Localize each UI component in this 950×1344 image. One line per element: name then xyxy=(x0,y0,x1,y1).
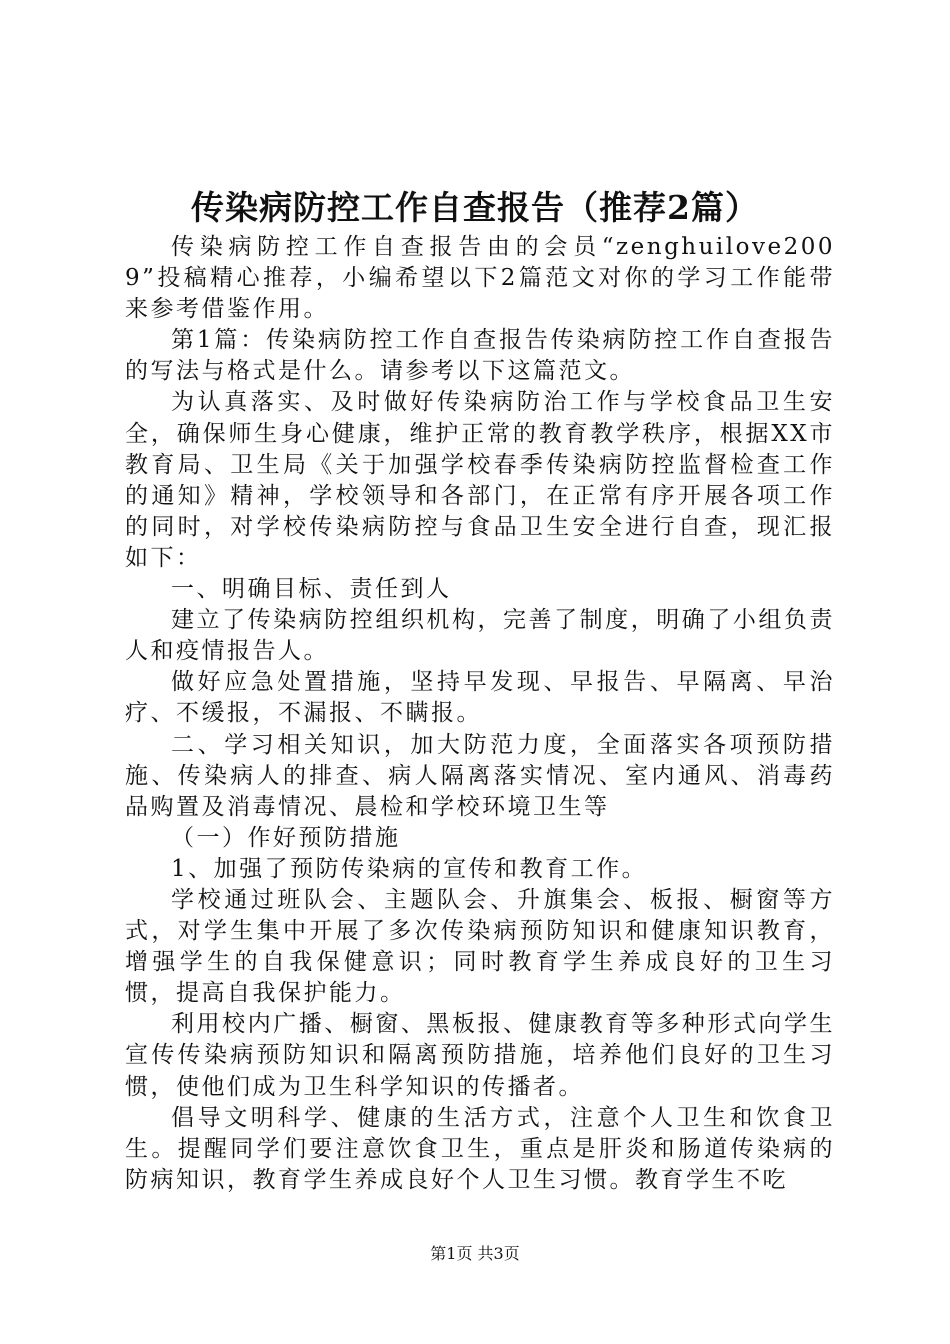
paragraph: 利用校内广播、橱窗、黑板报、健康教育等多种形式向学生宣传传染病预防知识和隔离预防措施，培养他们良好的卫生习惯，使他们成为卫生科学知识的传播者。 xyxy=(125,1011,835,1100)
section-heading: 一、明确目标、责任到人 xyxy=(171,576,452,603)
subsection-heading: （一）作好预防措施 xyxy=(171,824,401,851)
paragraph: 传染病防控工作自查报告由的会员“zenghuilove2009”投稿精心推荐，小编希望以下2篇范文对你的学习工作能带来参考借鉴作用。 xyxy=(125,234,835,323)
paragraph: 倡导文明科学、健康的生活方式，注意个人卫生和饮食卫生。提醒同学们要注意饮食卫生，重点是肝炎和肠道传染病的防病知识，教育学生养成良好个人卫生习惯。教育学生不吃 xyxy=(125,1104,835,1193)
paragraph: 建立了传染病防控组织机构，完善了制度，明确了小组负责人和疫情报告人。 xyxy=(125,607,835,665)
section-heading: 二、学习相关知识，加大防范力度，全面落实各项预防措施、传染病人的排查、病人隔离落实情况、室内通风、消毒药品购置及消毒情况、晨检和学校环境卫生等 xyxy=(125,731,835,820)
paragraph: 学校通过班队会、主题队会、升旗集会、板报、橱窗等方式，对学生集中开展了多次传染病预防知识和健康知识教育，增强学生的自我保健意识；同时教育学生养成良好的卫生习惯，提高自我保护能力。 xyxy=(125,886,835,1007)
paragraph: 做好应急处置措施，坚持早发现、早报告、早隔离、早治疗、不缓报，不漏报、不瞒报。 xyxy=(125,669,835,727)
document-body xyxy=(125,232,835,1196)
list-item: 1、加强了预防传染病的宣传和教育工作。 xyxy=(171,855,648,882)
document-title: 传染病防控工作自查报告（推荐2篇） xyxy=(191,188,759,227)
paragraph: 第1篇：传染病防控工作自查报告传染病防控工作自查报告的写法与格式是什么。请参考以下这篇范文。 xyxy=(125,327,835,385)
page-indicator: 第1页 共3页 xyxy=(430,1244,520,1263)
paragraph: 为认真落实、及时做好传染病防治工作与学校食品卫生安全，确保师生身心健康，维护正常的教育教学秩序，根据XX市教育局、卫生局《关于加强学校春季传染病防控监督检查工作的通知》精神，学校领导和各部门，在正常有序开展各项工作的同时，对学校传染病防控与食品卫生安全进行自查，现汇报如下： xyxy=(125,389,835,571)
